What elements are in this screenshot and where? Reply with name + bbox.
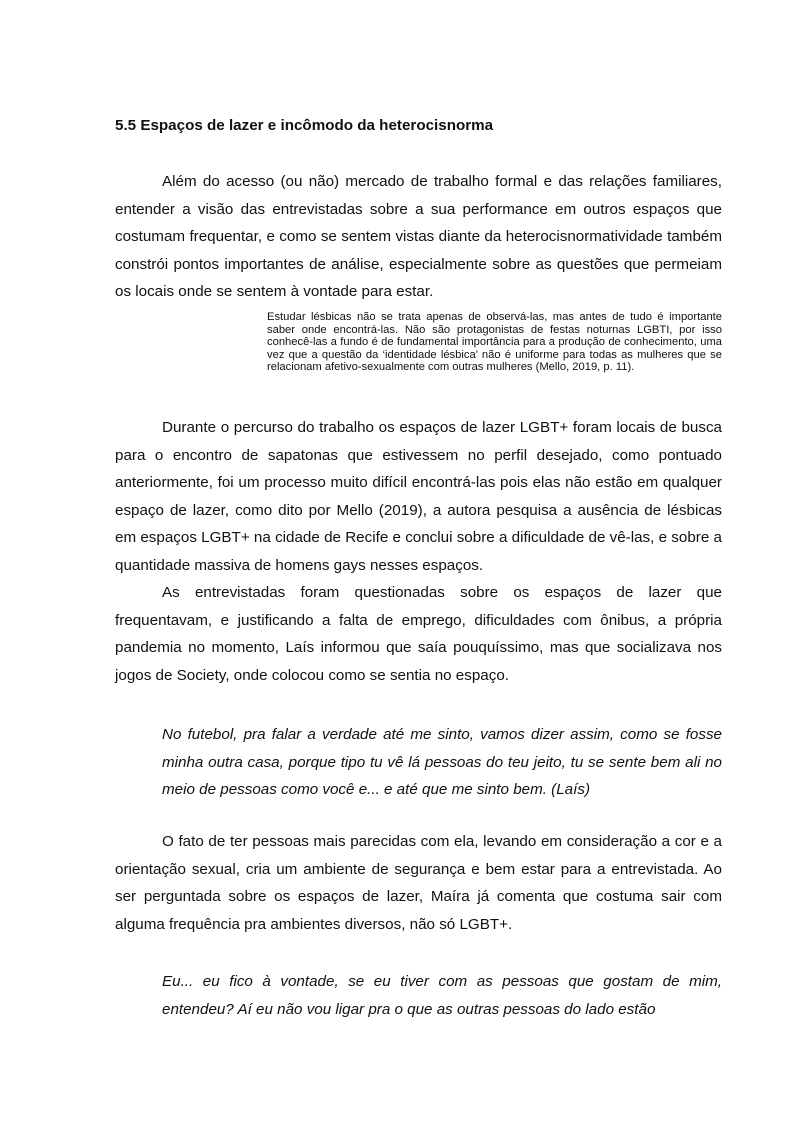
body-paragraph: O fato de ter pessoas mais parecidas com ela, levando em consideração a cor e a orientação sexual, cria um ambiente de segurança e bem estar para a entrevistada. Ao ser perguntada sobre os espaços de lazer, Maíra já comenta que costuma sair com alguma frequência pra ambientes diversos, não só LGBT+. <box>115 833 722 933</box>
interview-quote: No futebol, pra falar a verdade até me sinto, vamos dizer assim, como se fosse minha outra casa, porque tipo tu vê lá pessoas do teu jeito, tu se sente bem ali no meio de pessoas como você e... e até que me sinto bem. (Laís) <box>162 726 722 798</box>
section-heading: 5.5 Espaços de lazer e incômodo da heterocisnorma <box>115 117 494 134</box>
interview-quote: Eu... eu fico à vontade, se eu tiver com as pessoas que gostam de mim, entendeu? Aí eu não vou ligar pra o que as outras pessoas do lado estão <box>162 973 722 1018</box>
body-paragraph: Durante o percurso do trabalho os espaços de lazer LGBT+ foram locais de busca para o encontro de sapatonas que estivessem no perfil desejado, como pontuado anteriormente, foi um processo muito difícil encontrá-las pois elas não estão em qualquer espaço de lazer, como dito por Mello (2019), a autora pesquisa a ausência de lésbicas em espaços LGBT+ na cidade de Recife e conclui sobre a dificuldade de vê-las, e sobre a quantidade massiva de homens gays nesses espaços. <box>115 419 722 574</box>
block-citation: Estudar lésbicas não se trata apenas de observá-las, mas antes de tudo é importante saber onde encontrá-las. Não são protagonistas de festas noturnas LGBTI, por isso conhecê-las a fundo é de fundamental importância para a produção de conhecimento, uma vez que a questão da ‘identidade lésbica’ não é uniforme para todas as mulheres que se relacionam afetivo-sexualmente com outras mulheres (Mello, 2019, p. 11). <box>267 311 722 374</box>
body-paragraph: Além do acesso (ou não) mercado de trabalho formal e das relações familiares, entender a visão das entrevistadas sobre a sua performance em outros espaços que costumam frequentar, e como se sentem vistas diante da heterocisnormatividade também constrói pontos importantes de análise, especialmente sobre as questões que permeiam os locais onde se sentem à vontade para estar. <box>115 173 722 300</box>
body-paragraph: As entrevistadas foram questionadas sobre os espaços de lazer que frequentavam, e justificando a falta de emprego, dificuldades com ônibus, a própria pandemia no momento, Laís informou que saía pouquíssimo, mas que socializava nos jogos de Society, onde colocou como se sentia no espaço. <box>115 584 722 684</box>
